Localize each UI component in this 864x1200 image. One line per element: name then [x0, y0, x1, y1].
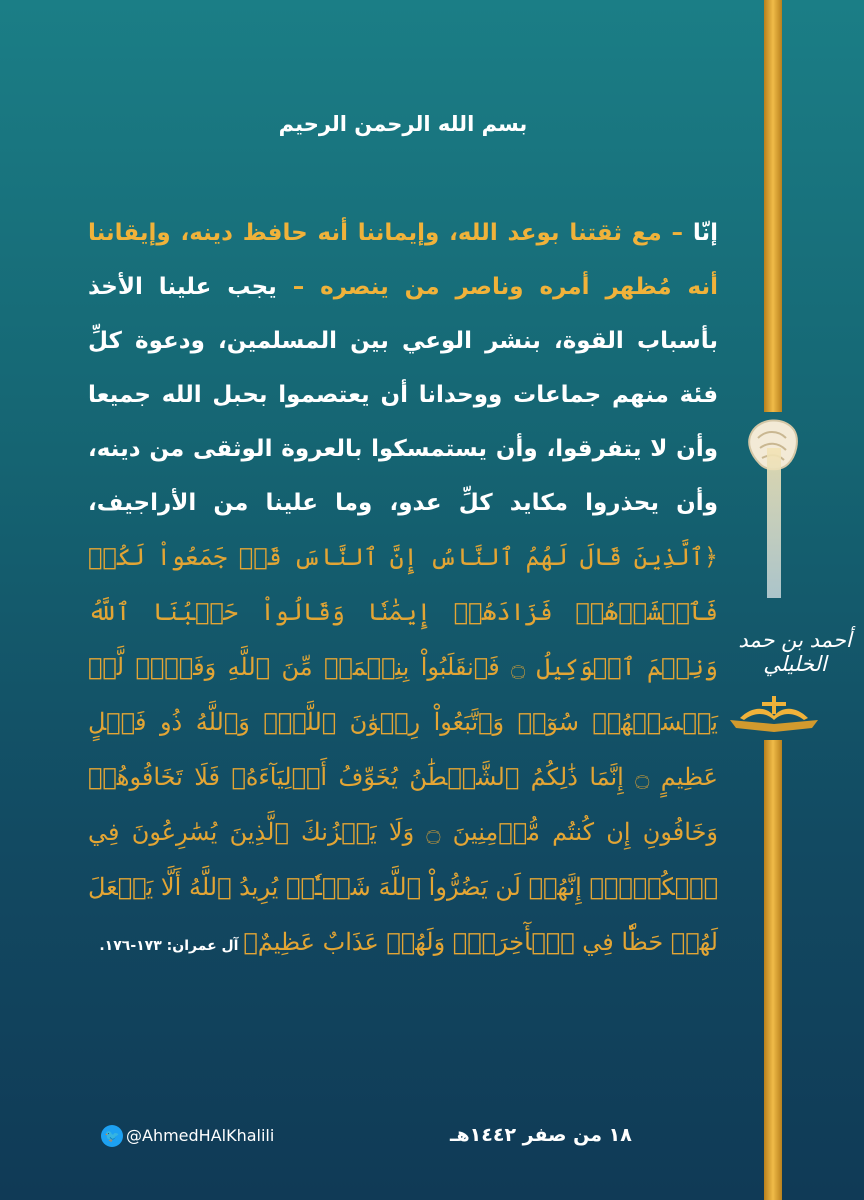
main-content	[88, 0, 718, 1200]
twitter-icon[interactable]: 🐦	[101, 1125, 123, 1147]
gold-rope-top	[764, 0, 782, 412]
accent-text: – مع ثقتنا بوعد الله، وإيماننا أنه حافظ دينه، وإيقاننا أنه مُظهر أمره وناصر من ينصره –	[88, 220, 718, 300]
publish-date: ١٨ من صفر ١٤٤٢هـ	[450, 1124, 632, 1146]
open-book-icon	[722, 690, 826, 734]
twitter-handle[interactable]: @AhmedHAlKhalili	[126, 1126, 275, 1145]
gold-rope-bottom	[764, 740, 782, 1200]
intro-text: إنّا	[683, 220, 718, 246]
body-text-white: يجب علينا الأخذ بأسباب القوة، بنشر الوعي بين المسلمين، ودعوة كلِّ فئة منهم جماعات ووحدانا أن يعتصموا بحبل الله جميعا وأن لا يتفرقوا، وأن يستمسكوا بالعروة الوثقى من دينه، وأن يحذروا مكايد كلِّ عدو، وما علينا من الأراجيف،	[88, 274, 718, 516]
author-signature: أحمد بن حمد الخليلي	[738, 628, 852, 676]
quran-verse: ﴿ٱلَّذِينَ قَالَ لَهُمُ ٱلنَّاسُ إِنَّ ٱلنَّاسَ قَدۡ جَمَعُواْ لَكُمۡ فَٱخۡشَوۡهُمۡ فَزَادَهُمۡ إِيمَٰنٗا وَقَالُواْ حَسۡبُنَا ٱللَّهُ وَنِعۡمَ ٱلۡوَكِيلُ ۝ فَٱنقَلَبُواْ بِنِعۡمَةٖ مِّنَ ٱللَّهِ وَفَضۡلٖ لَّمۡ يَمۡسَسۡهُمۡ سُوٓءٞ وَٱتَّبَعُواْ رِضۡوَٰنَ ٱللَّهِۗ وَٱللَّهُ ذُو فَضۡلٍ عَظِيمٍ ۝ إِنَّمَا ذَٰلِكُمُ ٱلشَّيۡطَٰنُ يُخَوِّفُ أَوۡلِيَآءَهُۥ فَلَا تَخَافُوهُمۡ وَخَافُونِ إِن كُنتُم مُّؤۡمِنِينَ ۝ وَلَا يَحۡزُنكَ ٱلَّذِينَ يُسَٰرِعُونَ فِي ٱلۡكُفۡرِۚ إِنَّهُمۡ لَن يَضُرُّواْ ٱللَّهَ شَيۡـٔٗاۗ يُرِيدُ ٱللَّهُ أَلَّا يَجۡعَلَ لَهُمۡ حَظّٗا فِي ٱلۡأٓخِرَةِۖ وَلَهُمۡ عَذَابٌ عَظِيمٌ﴾	[88, 543, 719, 956]
gold-rope-glow	[767, 448, 781, 598]
basmala-heading: بسم الله الرحمن الرحيم	[278, 112, 528, 136]
verse-reference: آل عمران: ١٧٣-١٧٦.	[99, 938, 244, 954]
article-body	[88, 206, 718, 973]
